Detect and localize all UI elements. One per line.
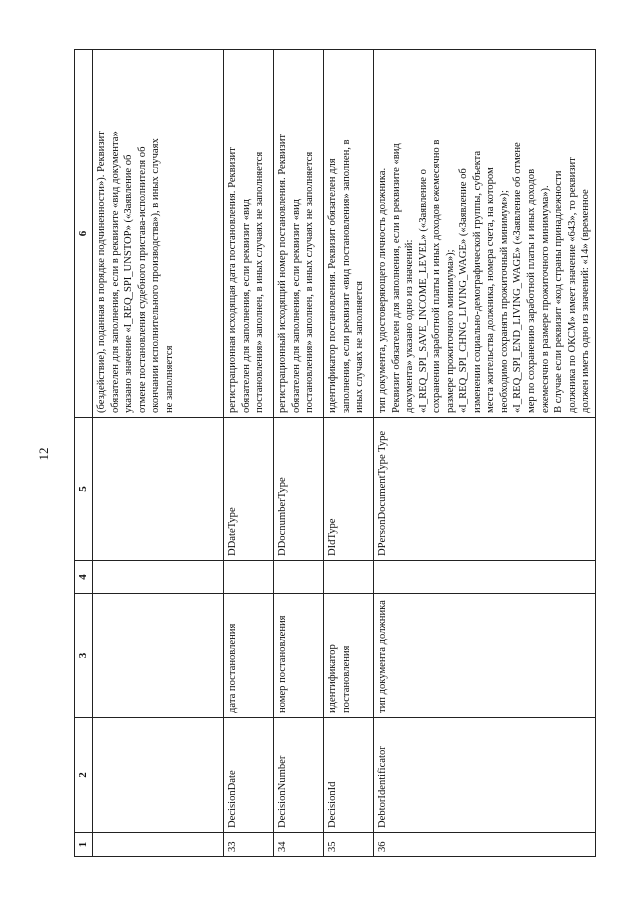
header-col-2: 2 [75,718,93,833]
header-col-4: 4 [75,561,93,594]
table-header-row [75,50,93,857]
field-label: идентификатор постановления [324,594,374,718]
header-col-3: 3 [75,594,93,718]
field-name: DebtorIdentificator [374,718,596,833]
row-number: 35 [324,833,374,857]
field-type: DDocnumberType [274,418,324,561]
field-type: DDateType [224,418,274,561]
field-label: дата постановления [224,594,274,718]
field-required [224,561,274,594]
field-description: идентификатор постановления. Реквизит обязателен для заполнения, если реквизит «вид постановления» заполнен, в иных случаях не заполняется [324,50,374,418]
field-type: DIdType [324,418,374,561]
field-name: DecisionDate [224,718,274,833]
field-label: тип документа должника [374,594,596,718]
row-number: 36 [374,833,596,857]
field-label: номер постановления [274,594,324,718]
row-number: 34 [274,833,324,857]
field-description: тип документа, удостоверяющего личность должника. Реквизит обязателен для заполнения, если в реквизите «вид документа» указано одно из значений: «I_REQ_SPI_SAVE_INCOME_LEVEL» («Заявление о сохранении заработной платы и иных доходов ежемесячно в размере прожиточного минимума»); «I_REQ_SPI_CHNG_LIVING_WAGE» («Заявление об изменении социально-демографической группы, субъекта места жительства должника, номера счета, на котором необходимо сохранять прожиточный минимум»); «I_REQ_SPI_END_LIVING_WAGE» («Заявление об отмене мер по сохранению заработной платы и иных доходов ежемесячно в размере прожиточного минимума»). В случае если реквизит «код страны принадлежности должника по ОКСМ» имеет значение «643», то реквизит должен иметь одно из значений: «14» (временное [374,50,596,418]
field-description: регистрационная исходящая дата постановления. Реквизит обязателен для заполнения, если реквизит «вид постановления» заполнен, в иных случаях не заполняется [224,50,274,418]
field-name: DecisionId [324,718,374,833]
field-name: DecisionNumber [274,718,324,833]
table-row [374,50,596,857]
table-row [224,50,274,857]
header-col-5: 5 [75,418,93,561]
requisites-table [74,49,596,857]
header-col-6: 6 [75,50,93,418]
header-col-1: 1 [75,833,93,857]
table-row [274,50,324,857]
page-number: 12 [36,447,51,461]
field-description: регистрационный исходящий номер постановления. Реквизит обязателен для заполнения, если реквизит «вид постановления» заполнен, в иных случаях не заполняется [274,50,324,418]
row-number: 33 [224,833,274,857]
table-row [324,50,374,857]
continuation-description: (бездействие), поданная в порядке подчиненности»). Реквизит обязателен для заполнения, если в реквизите «вид документа» указано значение «I_REQ_SPI_UNSTOP» («Заявление об отмене постановления судебного пристава-исполнителя об окончании исполнительного производства»), в иных случаях не заполняется [93,50,224,418]
field-required [274,561,324,594]
field-type: DPersonDocumentType Type [374,418,596,561]
field-required [324,561,374,594]
rotated-table-frame [74,50,632,857]
continuation-row [93,50,224,857]
field-required [374,561,596,594]
